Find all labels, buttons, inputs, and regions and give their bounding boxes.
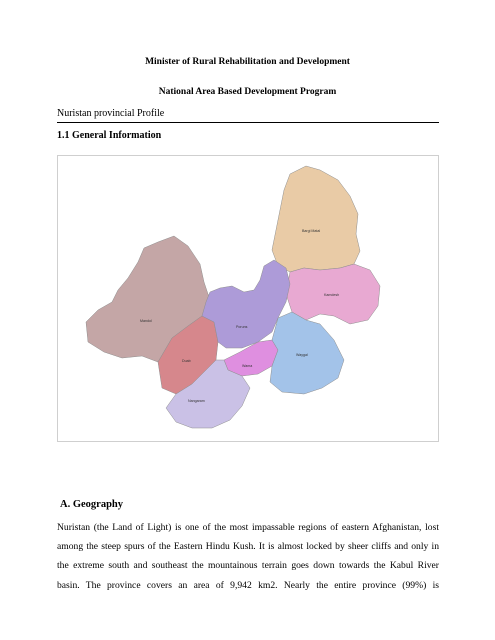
district-map-svg xyxy=(58,156,438,441)
section-title: 1.1 General Information xyxy=(57,130,162,141)
geography-line: among the steep spurs of the Eastern Hindu Kush. It is almost locked by sheer cliffs and only in xyxy=(57,541,439,553)
label-bargi-matal: Bargi Matal xyxy=(302,229,321,233)
geography-paragraph xyxy=(57,518,439,595)
label-kamdesh: Kamdesh xyxy=(324,293,340,297)
ministry-title: Minister of Rural Rehabilitation and Development xyxy=(145,57,350,67)
district-bargi-matal xyxy=(272,166,360,272)
label-waygal: Waygal xyxy=(296,353,308,357)
label-nangaram: Nangaram xyxy=(188,399,205,403)
label-mandol: Mandol xyxy=(140,319,152,323)
geography-heading: A. Geography xyxy=(60,499,123,510)
geography-line: the extreme south and southeast the mountainous terrain goes down towards the Kabul River xyxy=(57,560,439,572)
label-duab: Duab xyxy=(182,359,191,363)
geography-line: basin. The province covers an area of 9,942 km2. Nearly the entire province (99%) is xyxy=(57,579,439,591)
province-map xyxy=(57,155,439,442)
profile-title: Nuristan provincial Profile xyxy=(57,108,439,123)
label-poruns: Poruns xyxy=(236,325,248,329)
program-title: National Area Based Development Program xyxy=(158,87,337,97)
geography-line: Nuristan (the Land of Light) is one of the most impassable regions of eastern Afghanistan, lost xyxy=(57,522,439,533)
label-wama: Wama xyxy=(242,364,253,368)
